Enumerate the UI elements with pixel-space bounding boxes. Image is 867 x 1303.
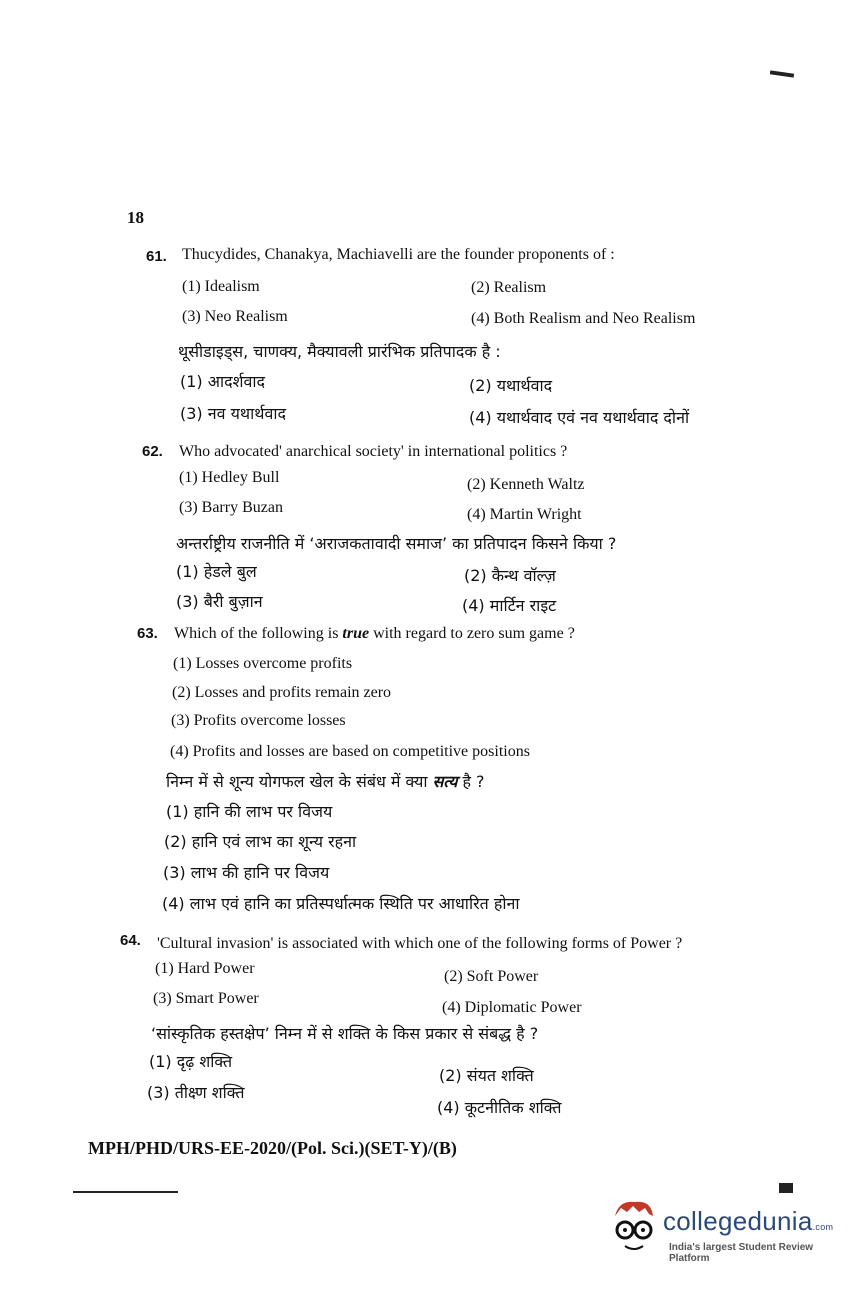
option-hi-4: (4) लाभ एवं हानि का प्रतिस्पर्धात्मक स्थिति पर आधारित होना: [162, 894, 520, 913]
collegedunia-watermark: [605, 1196, 835, 1266]
option-en-3: (3) Smart Power: [153, 990, 259, 1007]
page-number: 18: [127, 208, 144, 227]
question-text-en-part: Which of the following is: [174, 625, 343, 642]
option-hi-1: (1) हानि की लाभ पर विजय: [166, 802, 333, 821]
brand-domain: .com: [812, 1222, 834, 1232]
option-hi-4: (4) मार्टिन राइट: [462, 596, 557, 615]
option-hi-3: (3) नव यथार्थवाद: [180, 404, 287, 423]
option-hi-3: (3) तीक्ष्ण शक्ति: [147, 1083, 245, 1102]
option-hi-1: (1) दृढ़ शक्ति: [149, 1052, 233, 1071]
option-hi-3: (3) लाभ की हानि पर विजय: [163, 863, 330, 882]
question-text-hi: [166, 770, 485, 792]
option-en-4: (4) Profits and losses are based on competitive positions: [170, 743, 530, 760]
question-text-en: [174, 625, 575, 643]
option-en-2: (2) Kenneth Waltz: [467, 476, 585, 493]
question-text-en-part: with regard to zero sum game ?: [369, 625, 575, 642]
option-hi-2: (2) हानि एवं लाभ का शून्य रहना: [164, 832, 357, 851]
brand-name: [663, 1206, 833, 1237]
scan-mark-right-edge: [779, 1183, 793, 1193]
option-en-2: (2) Realism: [471, 279, 547, 296]
emphasis-satya: सत्य: [432, 772, 458, 791]
option-hi-2: (2) यथार्थवाद: [469, 376, 553, 395]
exam-code-footer: MPH/PHD/URS-EE-2020/(Pol. Sci.)(SET-Y)/(B): [88, 1138, 457, 1158]
option-hi-4: (4) यथार्थवाद एवं नव यथार्थवाद दोनों: [469, 408, 690, 427]
question-number: 63.: [137, 625, 158, 642]
option-en-3: (3) Neo Realism: [182, 308, 288, 325]
option-en-1: (1) Hard Power: [155, 960, 255, 977]
option-en-4: (4) Martin Wright: [467, 506, 582, 523]
option-en-3: (3) Barry Buzan: [179, 499, 283, 516]
question-text-en: Thucydides, Chanakya, Machiavelli are the founder proponents of :: [182, 246, 615, 263]
option-hi-4: (4) कूटनीतिक शक्ति: [437, 1098, 562, 1117]
question-text-hi: अन्तर्राष्ट्रीय राजनीति में ‘अराजकतावादी समाज’ का प्रतिपादन किसने किया ?: [176, 534, 617, 553]
mascot-logo-icon: [605, 1196, 661, 1258]
option-hi-2: (2) कैन्थ वॉल्ज़: [464, 566, 556, 585]
question-text-hi: थूसीडाइड्स, चाणक्य, मैक्यावली प्रारंभिक प्रतिपादक है :: [178, 342, 501, 361]
option-en-2: (2) Losses and profits remain zero: [172, 684, 392, 701]
option-hi-3: (3) बैरी बुज़ान: [176, 592, 263, 611]
question-text-hi-part: है ?: [457, 772, 485, 791]
option-en-1: (1) Hedley Bull: [179, 469, 280, 486]
option-en-4: (4) Both Realism and Neo Realism: [471, 310, 696, 327]
question-text-hi-part: निम्न में से शून्य योगफल खेल के संबंध में क्या: [166, 772, 433, 791]
option-en-4: (4) Diplomatic Power: [442, 999, 582, 1016]
brand-tagline: India's largest Student Review Platform: [669, 1242, 814, 1264]
option-en-1: (1) Idealism: [182, 278, 260, 295]
question-number: 61.: [146, 248, 167, 265]
option-hi-2: (2) संयत शक्ति: [439, 1066, 534, 1085]
option-hi-1: (1) हेडले बुल: [176, 562, 257, 581]
option-en-2: (2) Soft Power: [444, 968, 539, 985]
scan-line-bottom-left: [73, 1191, 178, 1193]
question-text-hi: ‘सांस्कृतिक हस्तक्षेप’ निम्न में से शक्ति के किस प्रकार से संबद्ध है ?: [151, 1024, 539, 1043]
option-hi-1: (1) आदर्शवाद: [180, 372, 266, 391]
option-en-3: (3) Profits overcome losses: [171, 712, 346, 729]
question-number: 64.: [120, 932, 141, 949]
question-text-en: 'Cultural invasion' is associated with which one of the following forms of Power ?: [157, 935, 683, 952]
emphasis-true: true: [342, 625, 370, 642]
scan-mark-top-right: [770, 70, 794, 77]
brand-name-text: collegedunia: [663, 1206, 813, 1236]
question-text-en: Who advocated' anarchical society' in international politics ?: [179, 443, 568, 460]
question-number: 62.: [142, 443, 163, 460]
option-en-1: (1) Losses overcome profits: [173, 655, 353, 672]
